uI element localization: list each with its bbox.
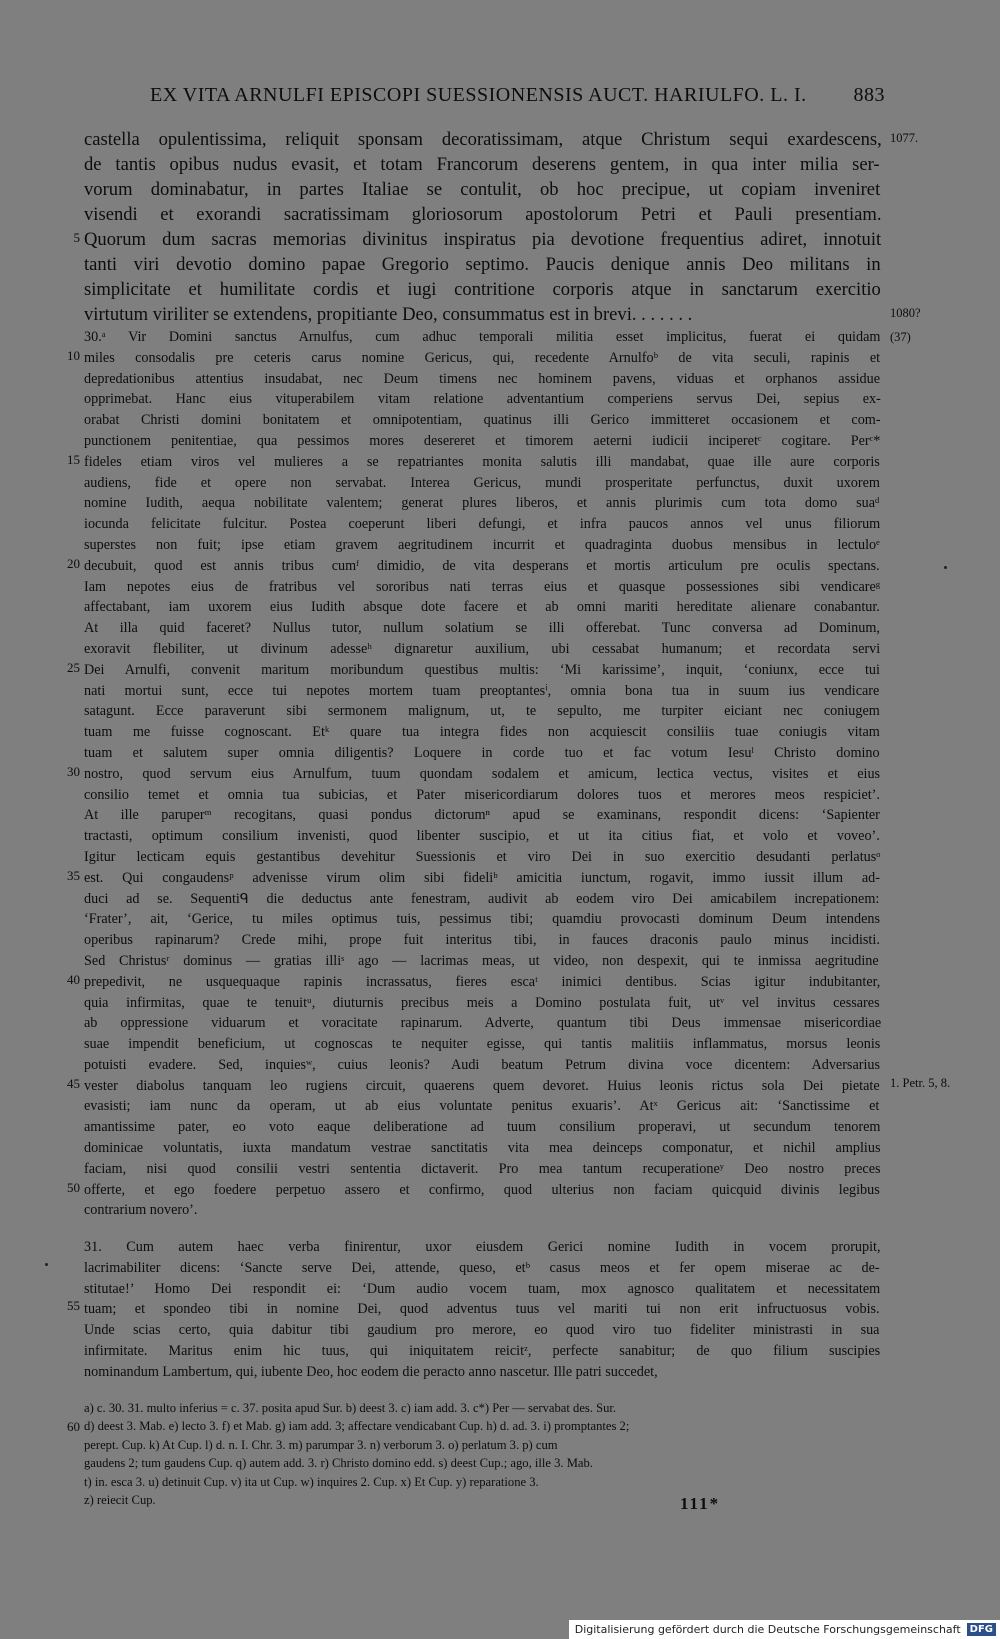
text-line: Quorum dum sacras memorias divinitus inspiratus pia devotione frequentius adiret, innotuit	[84, 229, 882, 250]
text-line: tuam et salutem super omnia diligentis? Loquere in corde tuo et fac votum Iesuˡ Christo domino	[84, 744, 880, 761]
text-line: lacrimabiliter dicens: ‘Sancte serve Dei, attende, queso, etᵇ casus meos et fer opem miserae ac de-	[84, 1259, 880, 1276]
funding-text: Digitalisierung gefördert durch die Deutsche Forschungsgemeinschaft	[574, 1623, 961, 1636]
text-line: de tantis opibus nudus evasit, et totam Francorum deserens gentem, in qua inter milia ser-	[84, 154, 880, 175]
footnote-line: z) reiecit Cup.	[84, 1493, 156, 1508]
footnote-line: t) in. esca 3. u) detinuit Cup. v) ita ut Cup. w) inquires 2. Cup. x) Et Cup. y) reparatione 3.	[84, 1474, 539, 1489]
scan-speck	[944, 566, 947, 569]
line-number: 55	[67, 1298, 80, 1313]
line-number: 50	[67, 1180, 80, 1195]
footnote-line: gaudens 2; tum gaudens Cup. q) autem add. 3. r) Christo domino edd. s) deest Cup.; ago, ille 3. Mab.	[84, 1456, 593, 1471]
footnotes	[84, 1399, 884, 1509]
chapter-31-text	[84, 1237, 884, 1383]
text-line: nomine Iudith, aequa nobilitate valentem; generat plures liberos, et annis plurimis cum tota domo suaᵈ	[84, 495, 880, 512]
text-line: 30.ᵃ Vir Domini sanctus Arnulfus, cum adhuc temporali militia esset implicitus, fuerat ei quidam	[84, 329, 881, 345]
text-line: Sed Christusʳ dominus — gratias illiˢ ago — lacrimas meas, ut video, non despexit, qui te inmissa aegritudine	[84, 952, 879, 969]
text-line: quia infirmitas, quae te tenuitᵘ, diuturnis precibus meis a Domino postulata fuit, utᵛ vel invitus cessares	[84, 994, 880, 1011]
margin-year-1077: 1077.	[890, 131, 919, 145]
line-number: 35	[67, 868, 80, 883]
text-line: At illa quid faceret? Nullus tutor, nullum solatium se illi offerebat. Tunc conversa ad Dominum,	[84, 620, 880, 637]
text-line: nostro, quod servum eius Arnulfum, tuum quondam sodalem et amicum, lectica vectus, visites et eius	[84, 765, 881, 782]
text-line: fideles etiam viros vel mulieres a se repatriantes monita salutis illi mandabat, quae ille aure corporis	[84, 453, 880, 470]
text-line: miles consodalis pre ceteris carus nomine Gericus, qui, recedente Arnulfoᵇ de vita seculi, rapinis et	[84, 349, 881, 366]
line-number: 45	[67, 1076, 80, 1091]
text-line: virtutum viriliter se extendens, propitiante Deo, consummatus est in brevi. . . . . . .	[84, 304, 693, 325]
line-number: 15	[67, 452, 80, 467]
text-line: satagunt. Ecce paraverunt sibi sermonem malignum, ut, te sepulto, me turpiter eiciant nec coniugem	[84, 703, 880, 720]
margin-year-1080: 1080?	[890, 306, 921, 320]
text-line: visendi et exorandi sacratissimam gloriosorum apostolorum Petri et Pauli presentiam.	[84, 204, 882, 225]
text-line: duci ad se. Sequentiᑫ die deductus ante fenestram, audivit ab eodem viro Dei amicabilem increpationem:	[84, 890, 880, 907]
text-line: At ille paruperᵐ recogitans, quasi pondus dictorumⁿ apud se examinans, respondit dicens: ‘Sapienter	[84, 807, 880, 824]
text-line: tractasti, optimum consilium invenisti, quod libenter suscipio, et ut ita citius fiat, et volo et voveo’.	[84, 828, 880, 845]
line-number: 20	[67, 556, 80, 571]
line-number: 25	[67, 660, 80, 675]
text-line: orabat Christi domini bonitatem et omnipotentiam, quatinus illi Gerico immitteret occasionem et com-	[84, 412, 881, 429]
text-line: operibus rapinarum? Crede mihi, prope fuit interitus tibi, in fauces draconis paulo minus incidisti.	[84, 932, 880, 949]
text-line: vorum dominabatur, in partes Italiae se contulit, ob hoc precipue, ut copiam inveniret	[84, 179, 881, 200]
text-line: superstes non fuit; ipse etiam gravem aegritudinem incurrit et quadraginta duobus mensibus in lectuloᵉ	[84, 536, 880, 553]
text-line: exoravit flebiliter, ut divinum adesseʰ dignaretur auxilium, ubi cessabat humanum; et recordata servi	[84, 640, 881, 657]
text-line: suae impendit beneficium, ut cognoscas te nequiter egisse, qui tantis malitiis inflammatus, morsus leonis	[84, 1036, 881, 1053]
main-text-large	[84, 127, 884, 327]
text-line: opprimebat. Hanc eius vituperabilem vitam relatione adventantium comperiens servus Dei, sepius ex-	[84, 391, 881, 408]
text-line: nati mortui sunt, ecce tui nepotes mortem tuam preoptantesⁱ, omnia bona tua in suum ius vendicare	[84, 682, 880, 699]
line-number: 10	[67, 348, 80, 363]
text-line: simplicitate et humilitate cordis et iugi contritione corporis atque in sanctarum exercitio	[84, 279, 881, 300]
text-line: decubuit, quod est annis tribus cumᶠ dimidio, de vita desperans et mortis articulum pre oculis spectans.	[84, 557, 880, 574]
text-line: amantissime pater, eo voto eaque deliberatione ad tuum consilium properavi, ut secundum tenorem	[84, 1119, 881, 1136]
text-line: tuam; et spondeo tibi in nomine Dei, quod adventus tuus vel mariti tui non erit infructuosus vobis.	[84, 1301, 880, 1318]
line-number: 40	[67, 972, 80, 987]
text-line: Iam nepotes eius de fratribus vel sororibus nati terras eius et quasque possessiones sibi vendicareᵍ	[84, 578, 881, 595]
text-line: Igitur lecticam equis gestantibus devehitur Suessionis et viro Dei in suo exercitio desudanti perlatusᵒ	[84, 848, 881, 865]
margin-ref-37: (37)	[890, 330, 911, 344]
running-title: EX VITA ARNULFI EPISCOPI SUESSIONENSIS AUCT. HARIULFO. L. I.	[150, 84, 807, 106]
text-line: nominandum Lambertum, qui, iubente Deo, hoc eodem die peracto anno nascetur. Ille patri succedet,	[84, 1363, 658, 1380]
margin-ref-petr: 1. Petr. 5, 8.	[890, 1076, 951, 1090]
text-line: audiens, fide et opere non servabat. Interea Gericus, mundi prosperitate perfunctus, duxit uxorem	[84, 474, 880, 491]
page-number: 883	[853, 84, 885, 106]
text-line: ab oppressione viduarum et voracitate rapinarum. Adverte, quantum tibi Deus immensae misericordiae	[84, 1015, 882, 1032]
text-line: potuisti evadere. Sed, inquiesʷ, cuius leonis? Audi beatum Petrum divina voce dicentem: Adversarius	[84, 1056, 881, 1073]
scan-speck	[45, 1263, 48, 1266]
line-number: 60	[67, 1419, 80, 1434]
chapter-30-text	[84, 327, 884, 1221]
running-header	[150, 84, 885, 107]
text-line: vester diabolus tanquam leo rugiens circuit, quaerens quem devoret. Huius leonis rictus sola Dei pietate	[84, 1077, 880, 1094]
funding-banner	[569, 1620, 1000, 1639]
footnote-line: d) deest 3. Mab. e) lecto 3. f) et Mab. g) iam add. 3; affectare vendicabant Cup. h) d. ad. 3. i) promptantes 2;	[84, 1419, 630, 1434]
text-line: stitutae!’ Homo Dei respondit ei: ‘Dum audio vocem tuam, mox agnosco qualitatem et necessitatem	[84, 1280, 881, 1297]
footnote-line: perept. Cup. k) At Cup. l) d. n. I. Chr. 3. m) parumpar 3. n) verborum 3. o) perlatum 3. p) cum	[84, 1437, 558, 1452]
signature-mark: 111*	[680, 1494, 721, 1513]
text-line: est. Qui congaudensᵖ advenisse virum olim sibi fideliᵇ amicitia iunctum, rogavit, immo iussit illum ad-	[84, 869, 880, 886]
text-line: infirmitate. Maritus enim hic tuus, qui iniquitatem reicitᶻ, perfecte sanabitur; de quo filium suscipies	[84, 1342, 881, 1359]
text-line: tanti viri devotio domino papae Gregorio septimo. Paucis denique annis Deo militans in	[84, 254, 881, 275]
text-line: Dei Arnulfi, convenit maritum moribundum questibus multis: ‘Mi karissime’, inquit, ‘coniunx, ecce tui	[84, 661, 880, 678]
text-line: affectabant, iam uxorem eius Iudith absque dote facere et ab omni mariti hereditate alienare conabantur.	[84, 599, 880, 616]
text-line: dominicae voluntatis, iuxta mandatum vestrae sanctitatis vita mea deinceps componatur, et nichil amplius	[84, 1140, 881, 1157]
text-line: castella opulentissima, reliquit sponsam decoratissimam, atque Christum sequi exardescens,	[84, 129, 882, 150]
line-number: 5	[73, 230, 80, 245]
text-line: Unde scias certo, quia dabitur tibi gaudium pro merore, eo quod viro tuo fideliter ministrasti in sua	[84, 1322, 880, 1339]
text-line: contrarium novero’.	[84, 1202, 198, 1219]
text-line: consilio temet et omnia tua subicias, et Pater misericordiarum dolores tuos et merores meos respiciet’.	[84, 786, 880, 803]
text-line: punctionem penitentiae, qua pessimos mores desereret et timorem aeterni iudicii inciperetᶜ cogitare. Perᶜ*	[84, 432, 881, 449]
text-line: prepedivit, ne usquequaque rapinis incrassatus, fieres escaᵗ inimici dentibus. Scias igitur indubitanter,	[84, 973, 881, 990]
text-line: offerte, et ego foedere perpetuo assero et confirmo, quod ulterius non faciam quicquid divinis legibus	[84, 1181, 880, 1198]
text-line: ‘Frater’, ait, ‘Gerice, tu miles optimus tuis, pessimus tibi; quamdiu provocasti dominum Deum intendens	[84, 911, 881, 928]
text-line: 31. Cum autem haec verba finirentur, uxor eiusdem Gerici nomine Iudith in vocem prorupit,	[84, 1239, 881, 1255]
dfg-logo-icon: DFG	[967, 1623, 996, 1636]
text-line: tuam me fuisse cognoscant. Etᵏ quare tua integra fides non acquiescit consiliis tuae coniugis vitam	[84, 724, 880, 741]
line-number: 30	[67, 764, 80, 779]
footnote-line: a) c. 30. 31. multo inferius = c. 37. posita apud Sur. b) deest 3. c) iam add. 3. c*) Per — servabat des. Sur.	[84, 1401, 617, 1415]
text-line: faciam, nisi quod consilii vestri sententia dictaverit. Pro mea tantum recuperationeʸ Deo nostro preces	[84, 1160, 881, 1177]
text-line: evasisti; iam nunc da operam, ut ab eius voluntate penitus exuaris’. Atˣ Gericus ait: ‘Sanctissime et	[84, 1098, 880, 1115]
text-line: depredationibus attentius insudabat, nec Deum timens nec hominem pavens, viduas et orphanos assidue	[84, 370, 881, 387]
text-line: iocunda felicitate fulcitur. Postea coeperunt liberi defungi, et infra paucos annos vel unus filiorum	[84, 516, 881, 533]
